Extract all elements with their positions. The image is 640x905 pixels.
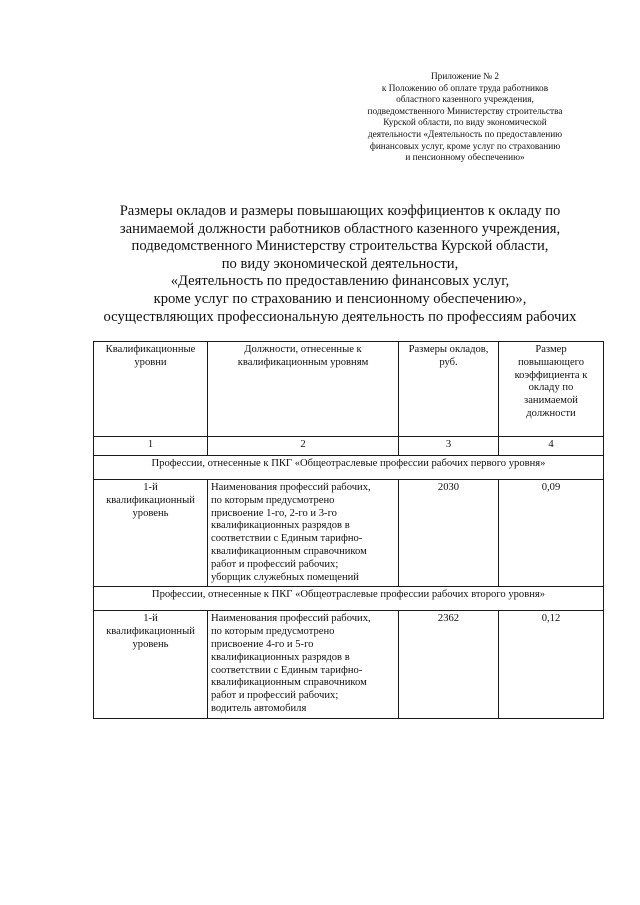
position-line: уборщик служебных помещений <box>211 571 359 583</box>
position-line: по которым предусмотрено <box>211 494 335 506</box>
salary-value: 2030 <box>399 480 499 587</box>
group-title: Профессии, отнесенные к ПКГ «Общеотраслевые профессии рабочих первого уровня» <box>94 456 604 480</box>
salary-table <box>93 341 604 719</box>
title-line: кроме услуг по страхованию и пенсионному обеспечению», <box>153 290 527 307</box>
position-line: работ и профессий рабочих; <box>211 558 339 570</box>
appendix-line: и пенсионному обеспечению» <box>405 153 525 164</box>
position-line: работ и профессий рабочих; <box>211 690 339 702</box>
header-positions: Должности, отнесенные к квалификационным уровням <box>208 342 399 437</box>
position-line: соответствии с Единым тарифно- <box>211 664 363 676</box>
position-line: Наименования профессий рабочих, <box>211 482 371 493</box>
group-title-row <box>94 456 604 480</box>
coefficient-value: 0,09 <box>499 480 604 587</box>
level-line: уровень <box>132 638 169 650</box>
column-numbers-row <box>94 437 604 456</box>
position-line: Наименования профессий рабочих, <box>211 613 371 625</box>
appendix-block <box>350 72 580 165</box>
appendix-line: подведомственного Министерству строительства <box>367 106 563 117</box>
appendix-line: Приложение № 2 <box>430 72 500 82</box>
appendix-line: деятельности «Деятельность по предоставлению <box>367 129 563 140</box>
title-line: «Деятельность по предоставлению финансовых услуг, <box>170 273 510 290</box>
appendix-line: Курской области, по виду экономической <box>383 118 547 129</box>
position-line: присвоение 4-го и 5-го <box>211 638 314 650</box>
position-line: присвоение 1-го, 2-го и 3-го <box>211 507 337 519</box>
position-line: по которым предусмотрено <box>211 626 335 638</box>
column-number: 3 <box>399 437 499 456</box>
position-description <box>208 480 399 587</box>
appendix-line: областного казенного учреждения, <box>396 95 534 106</box>
header-levels: Квалификационные уровни <box>94 342 208 437</box>
position-description <box>208 611 399 718</box>
position-line: квалификационным справочником <box>211 677 367 689</box>
level-line: 1-й <box>143 482 158 493</box>
appendix-line: к Положению об оплате труда работников <box>381 83 549 94</box>
title-line: занимаемой должности работников областного казенного учреждения, <box>119 220 561 237</box>
position-line: квалификационных разрядов в <box>211 520 350 532</box>
position-line: квалификационных разрядов в <box>211 651 350 663</box>
qualification-level <box>94 611 208 718</box>
level-line: квалификационный <box>106 494 195 506</box>
qualification-level <box>94 480 208 587</box>
document-title <box>60 203 620 326</box>
title-line: осуществляющих профессиональную деятельность по профессиям рабочих <box>103 308 577 325</box>
level-line: уровень <box>132 507 169 519</box>
position-line: соответствии с Единым тарифно- <box>211 533 363 545</box>
position-line: квалификационным справочником <box>211 545 367 557</box>
level-line: 1-й <box>143 613 158 625</box>
title-line: по виду экономической деятельности, <box>221 255 459 272</box>
group-title: Профессии, отнесенные к ПКГ «Общеотраслевые профессии рабочих второго уровня» <box>94 587 604 611</box>
column-number: 2 <box>208 437 399 456</box>
coefficient-value: 0,12 <box>499 611 604 718</box>
salary-value: 2362 <box>399 611 499 718</box>
group-title-row <box>94 587 604 611</box>
position-line: водитель автомобиля <box>211 702 307 714</box>
table-header-row <box>94 342 604 437</box>
table-row <box>94 611 604 718</box>
column-number: 4 <box>499 437 604 456</box>
header-coefficient: Размер повышающего коэффициента к окладу по занимаемой должности <box>499 342 604 437</box>
appendix-line: финансовых услуг, кроме услуг по страхованию <box>369 141 561 152</box>
level-line: квалификационный <box>106 626 195 638</box>
title-line: подведомственного Министерству строительства Курской области, <box>131 238 549 255</box>
column-number: 1 <box>94 437 208 456</box>
header-salary: Размеры окладов, руб. <box>399 342 499 437</box>
title-line: Размеры окладов и размеры повышающих коэффициентов к окладу по <box>119 203 561 219</box>
table-row <box>94 480 604 587</box>
